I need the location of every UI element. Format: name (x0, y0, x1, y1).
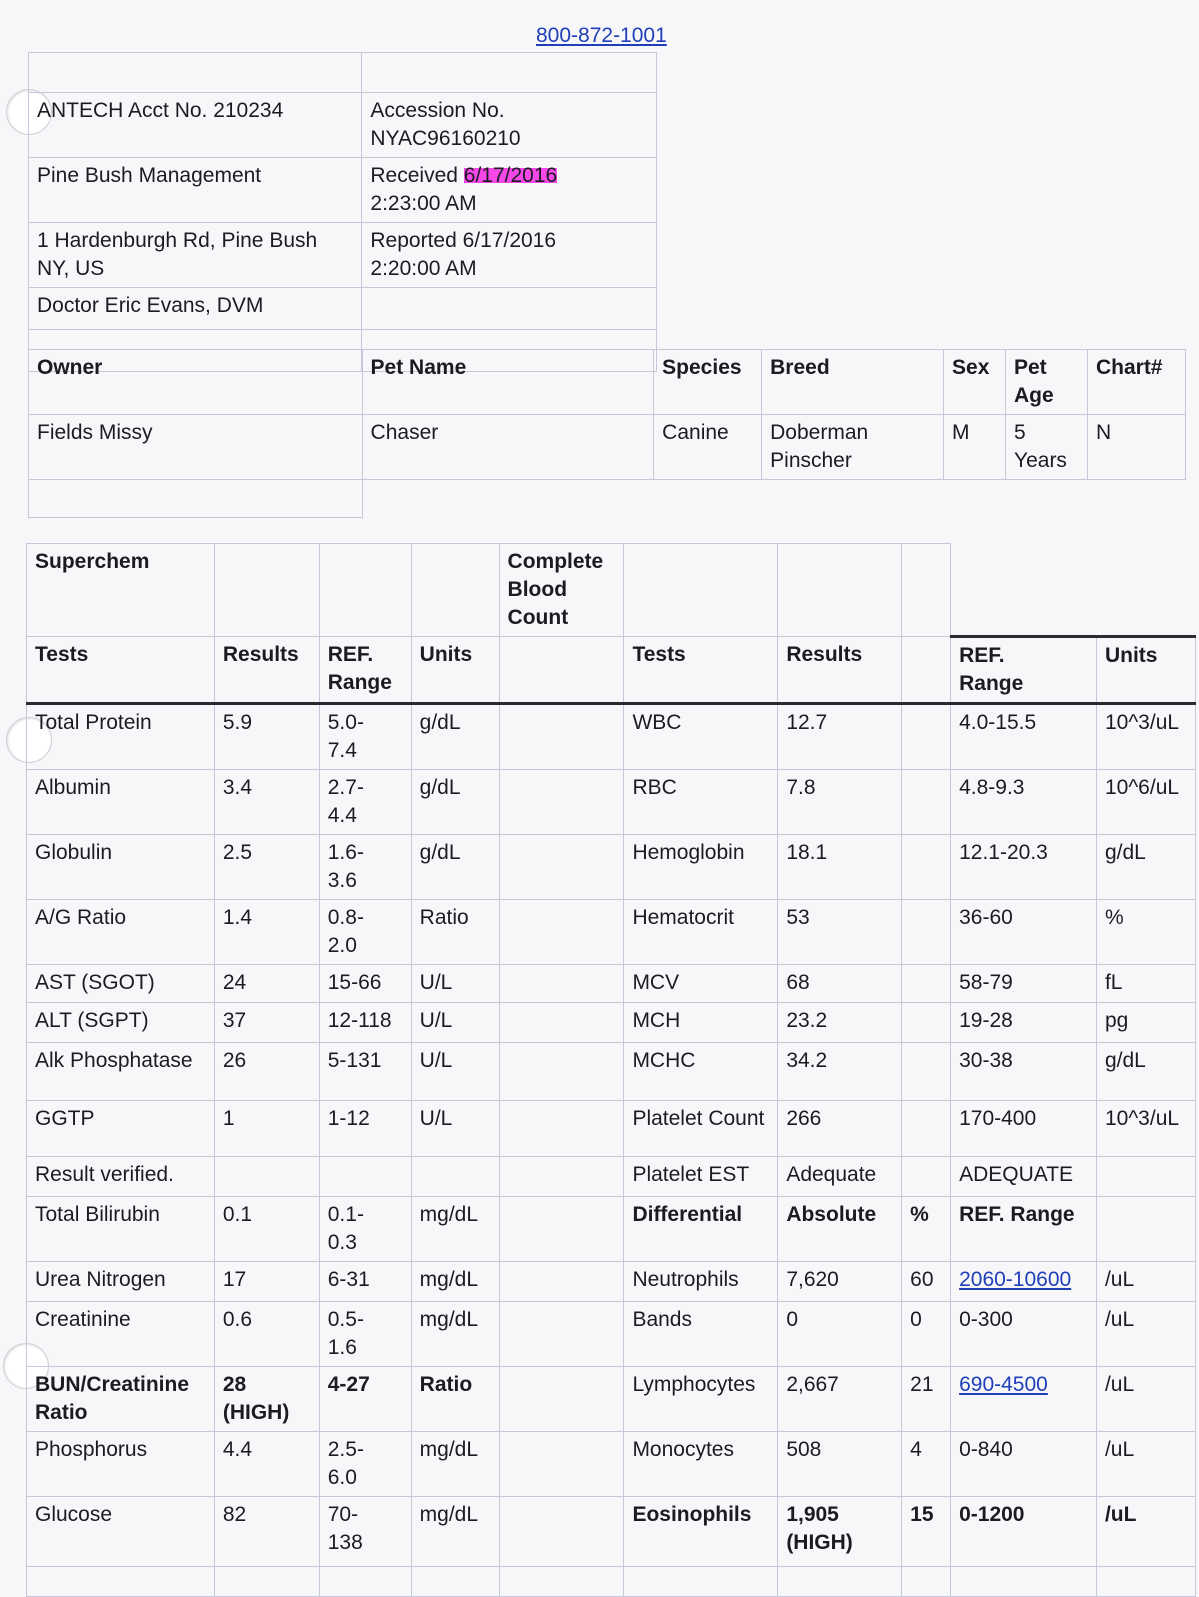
sc-test: GGTP (27, 1101, 215, 1157)
sc-ref (319, 704, 411, 770)
sc-ref-line-1: 70- (327, 1503, 359, 1526)
sc-ref (319, 1043, 411, 1101)
cbc-pct: 0 (902, 1302, 951, 1367)
sc-result: 17 (214, 1262, 319, 1302)
sc-ref-line-1: 12-118 (327, 1009, 392, 1032)
cbc-ref: 12.1-20.3 (951, 835, 1097, 900)
sc-units: mg/dL (411, 1197, 499, 1262)
sc-test: Total Bilirubin (27, 1197, 215, 1262)
sc-test: Urea Nitrogen (27, 1262, 215, 1302)
cbc-result: 508 (778, 1432, 902, 1497)
cbc-pct: 60 (902, 1262, 951, 1302)
cbc-ref[interactable]: 2060-10600 (951, 1262, 1097, 1302)
sc-ref-line-1: 1-12 (327, 1107, 370, 1130)
sc-ref (319, 1262, 411, 1302)
sc-result: 1 (214, 1101, 319, 1157)
sex-header: Sex (944, 350, 1006, 415)
blank-cell (214, 544, 319, 637)
sc-test: Glucose (27, 1497, 215, 1567)
cbc-test: Bands (624, 1302, 778, 1367)
blank-cell (362, 53, 657, 93)
cbc-title: Complete Blood Count (499, 544, 624, 637)
clinic-address (29, 223, 362, 288)
accession-number: NYAC96160210 (370, 127, 521, 150)
blank-cell (319, 544, 411, 637)
cbc-pct (902, 1157, 951, 1197)
sc-units: g/dL (411, 835, 499, 900)
cbc-pct (902, 1101, 951, 1157)
sc-test: A/G Ratio (27, 900, 215, 965)
blank-cell (778, 544, 902, 637)
cbc-units: g/dL (1096, 1043, 1195, 1101)
cbc-test: Eosinophils (624, 1497, 778, 1567)
blank-cell (411, 544, 499, 637)
sc-ref-line-2: 7.4 (327, 739, 357, 762)
cbc-ref: 36-60 (951, 900, 1097, 965)
cbc-pct (902, 1043, 951, 1101)
cbc-pct (902, 704, 951, 770)
sc-ref-line-1: 15-66 (327, 971, 382, 994)
cbc-units (1096, 1197, 1195, 1262)
cbc-pct (902, 965, 951, 1003)
sc-test: Creatinine (27, 1302, 215, 1367)
cbc-units: /uL (1096, 1262, 1195, 1302)
chart-header: Chart# (1087, 350, 1185, 415)
cbc-ref: 170-400 (951, 1101, 1097, 1157)
sc-ref-line-2: 0.3 (327, 1231, 357, 1254)
sc-test: AST (SGOT) (27, 965, 215, 1003)
cbc-result: Absolute (778, 1197, 902, 1262)
sc-result: 37 (214, 1003, 319, 1043)
result-row (27, 1497, 1196, 1567)
sc-ref (319, 1003, 411, 1043)
cbc-units: 10^6/uL (1096, 770, 1195, 835)
cbc-units: /uL (1096, 1432, 1195, 1497)
cbc-result: 7,620 (778, 1262, 902, 1302)
sc-ref (319, 770, 411, 835)
reported-date: Reported 6/17/2016 (370, 229, 557, 252)
sc-units: U/L (411, 1101, 499, 1157)
cbc-pct: 15 (902, 1497, 951, 1567)
cbc-result: 68 (778, 965, 902, 1003)
blank-cell (499, 1302, 624, 1367)
blank-cell (499, 704, 624, 770)
received-time: 2:23:00 AM (370, 192, 477, 215)
sc-ref-line-1: 2.7- (327, 776, 364, 799)
superchem-tests-header: Tests (27, 637, 215, 704)
blank-cell (362, 288, 657, 330)
cbc-pct (902, 1003, 951, 1043)
sc-ref-line-1: 1.6- (327, 841, 364, 864)
cbc-test: Hemoglobin (624, 835, 778, 900)
sc-units: mg/dL (411, 1432, 499, 1497)
cbc-tests-header: Tests (624, 637, 778, 704)
result-row (27, 1302, 1196, 1367)
blank-cell (499, 637, 624, 704)
cbc-result: 1,905 (HIGH) (778, 1497, 902, 1567)
blank-cell (499, 1432, 624, 1497)
sc-test: Result verified. (27, 1157, 215, 1197)
blank-cell (29, 53, 362, 93)
cbc-result: 53 (778, 900, 902, 965)
cbc-pct (902, 900, 951, 965)
blank-cell (499, 1197, 624, 1262)
result-row (27, 704, 1196, 770)
sc-result: 3.4 (214, 770, 319, 835)
cbc-result: 266 (778, 1101, 902, 1157)
species-value: Canine (654, 415, 762, 480)
cbc-test: Monocytes (624, 1432, 778, 1497)
cbc-test: Platelet Count (624, 1101, 778, 1157)
sc-test: Alk Phosphatase (27, 1043, 215, 1101)
blank-cell (499, 1262, 624, 1302)
cbc-result: 34.2 (778, 1043, 902, 1101)
sc-ref (319, 965, 411, 1003)
patient-info-table (28, 349, 1186, 518)
result-row (27, 900, 1196, 965)
doctor-name: Doctor Eric Evans, DVM (29, 288, 362, 330)
result-row (27, 1157, 1196, 1197)
blank-cell (499, 900, 624, 965)
sc-test: ALT (SGPT) (27, 1003, 215, 1043)
cbc-test: Neutrophils (624, 1262, 778, 1302)
result-row (27, 1367, 1196, 1432)
cbc-pct (902, 770, 951, 835)
sc-test: Globulin (27, 835, 215, 900)
blank-cell (499, 1157, 624, 1197)
sc-result: 82 (214, 1497, 319, 1567)
account-info-table (28, 52, 657, 372)
reported-cell (362, 223, 657, 288)
result-row (27, 835, 1196, 900)
sc-ref (319, 1367, 411, 1432)
sc-units: U/L (411, 965, 499, 1003)
sc-test: BUN/Creatinine Ratio (27, 1367, 215, 1432)
sc-units: g/dL (411, 770, 499, 835)
pet-name-header: Pet Name (362, 350, 654, 415)
breed-header: Breed (762, 350, 944, 415)
cbc-ref: ADEQUATE (951, 1157, 1097, 1197)
sc-ref (319, 1302, 411, 1367)
blank-cell (499, 1497, 624, 1567)
reported-time: 2:20:00 AM (370, 257, 477, 280)
chart-value: N (1087, 415, 1185, 480)
address-line-2: NY, US (37, 257, 105, 280)
cbc-ref-header: REF. Range (951, 637, 1097, 704)
blank-cell (902, 637, 951, 704)
cbc-pct: % (902, 1197, 951, 1262)
cbc-test: MCV (624, 965, 778, 1003)
cbc-result: 2,667 (778, 1367, 902, 1432)
cbc-result: Adequate (778, 1157, 902, 1197)
sc-ref (319, 1101, 411, 1157)
sc-ref-line-2: 1.6 (327, 1336, 357, 1359)
sc-result: 4.4 (214, 1432, 319, 1497)
sc-test: Phosphorus (27, 1432, 215, 1497)
blank-cell (29, 480, 363, 518)
result-row (27, 1432, 1196, 1497)
cbc-ref: REF. Range (951, 1197, 1097, 1262)
address-line-1: 1 Hardenburgh Rd, Pine Bush (37, 229, 318, 252)
accession-label: Accession No. (370, 99, 505, 122)
sc-ref (319, 835, 411, 900)
result-row (27, 1101, 1196, 1157)
cbc-units: /uL (1096, 1367, 1195, 1432)
blank-cell (499, 835, 624, 900)
blank-cell (499, 1101, 624, 1157)
sc-result: 26 (214, 1043, 319, 1101)
blank-cell (499, 770, 624, 835)
cbc-units: /uL (1096, 1302, 1195, 1367)
species-header: Species (654, 350, 762, 415)
cbc-units: /uL (1096, 1497, 1195, 1567)
sc-ref-line-2: 6.0 (327, 1466, 357, 1489)
cbc-test: MCH (624, 1003, 778, 1043)
sc-test: Albumin (27, 770, 215, 835)
sc-units: mg/dL (411, 1497, 499, 1567)
sc-result: 28 (HIGH) (214, 1367, 319, 1432)
sc-ref-line-1: 4-27 (327, 1373, 370, 1396)
sc-units: U/L (411, 1043, 499, 1101)
blank-cell (624, 544, 778, 637)
result-row (27, 1197, 1196, 1262)
sc-result: 5.9 (214, 704, 319, 770)
cbc-pct: 21 (902, 1367, 951, 1432)
cbc-test: RBC (624, 770, 778, 835)
cbc-result: 12.7 (778, 704, 902, 770)
cbc-units: g/dL (1096, 835, 1195, 900)
sc-result: 24 (214, 965, 319, 1003)
sc-ref-line-2: 4.4 (327, 804, 357, 827)
sc-result: 0.1 (214, 1197, 319, 1262)
cbc-pct: 4 (902, 1432, 951, 1497)
superchem-results-header: Results (214, 637, 319, 704)
cbc-units: pg (1096, 1003, 1195, 1043)
pet-age-header: Pet Age (1006, 350, 1088, 415)
cbc-ref: 4.0-15.5 (951, 704, 1097, 770)
breed-value: Doberman Pinscher (762, 415, 944, 480)
sc-ref (319, 1432, 411, 1497)
cbc-units-header: Units (1096, 637, 1195, 704)
cbc-test: WBC (624, 704, 778, 770)
superchem-title: Superchem (27, 544, 215, 637)
blank-cell (499, 965, 624, 1003)
sc-units: Ratio (411, 900, 499, 965)
cbc-ref: 0-300 (951, 1302, 1097, 1367)
sc-ref (319, 1497, 411, 1567)
cbc-ref: 0-840 (951, 1432, 1097, 1497)
sc-ref-line-1: 5-131 (327, 1049, 382, 1072)
sc-result: 0.6 (214, 1302, 319, 1367)
owner-header: Owner (29, 350, 363, 415)
cbc-ref: 30-38 (951, 1043, 1097, 1101)
cbc-test: Lymphocytes (624, 1367, 778, 1432)
sc-ref-line-1: 2.5- (327, 1438, 364, 1461)
cbc-test: MCHC (624, 1043, 778, 1101)
sc-ref-line-1: 0.1- (327, 1203, 364, 1226)
sc-units (411, 1157, 499, 1197)
age-value: 5 Years (1006, 415, 1088, 480)
sc-ref-line-1: 6-31 (327, 1268, 370, 1291)
sc-units: U/L (411, 1003, 499, 1043)
received-label: Received (370, 164, 458, 187)
sc-ref-line-1: 0.8- (327, 906, 364, 929)
cbc-ref: 4.8-9.3 (951, 770, 1097, 835)
cbc-result: 0 (778, 1302, 902, 1367)
lab-results-table (26, 543, 1196, 1597)
result-row (27, 1043, 1196, 1101)
blank-cell (499, 1003, 624, 1043)
cbc-ref[interactable]: 690-4500 (951, 1367, 1097, 1432)
cbc-test: Hematocrit (624, 900, 778, 965)
blank-cell (902, 544, 951, 637)
received-cell (362, 158, 657, 223)
sc-ref-line-1: 5.0- (327, 711, 364, 734)
cbc-result: 18.1 (778, 835, 902, 900)
account-number: ANTECH Acct No. 210234 (29, 93, 362, 158)
result-row (27, 965, 1196, 1003)
blank-cell (499, 1043, 624, 1101)
sc-result: 2.5 (214, 835, 319, 900)
lab-phone-link[interactable]: 800-872-1001 (536, 24, 667, 47)
cbc-pct (902, 835, 951, 900)
cbc-result: 23.2 (778, 1003, 902, 1043)
cbc-test: Differential (624, 1197, 778, 1262)
cbc-units: fL (1096, 965, 1195, 1003)
superchem-ref-header: REF. Range (319, 637, 411, 704)
sc-units: Ratio (411, 1367, 499, 1432)
sc-units: mg/dL (411, 1262, 499, 1302)
result-row (27, 1262, 1196, 1302)
cbc-ref: 19-28 (951, 1003, 1097, 1043)
cbc-units: 10^3/uL (1096, 704, 1195, 770)
sc-result: 1.4 (214, 900, 319, 965)
received-date: 6/17/2016 (463, 164, 558, 187)
cbc-result: 7.8 (778, 770, 902, 835)
sc-ref-line-2: 2.0 (327, 934, 357, 957)
sc-ref-line-2: 138 (327, 1531, 363, 1554)
owner-value: Fields Missy (29, 415, 363, 480)
cbc-units (1096, 1157, 1195, 1197)
result-row (27, 1003, 1196, 1043)
sc-test: Total Protein (27, 704, 215, 770)
result-row (27, 770, 1196, 835)
sc-units: mg/dL (411, 1302, 499, 1367)
cbc-ref: 0-1200 (951, 1497, 1097, 1567)
sex-value: M (944, 415, 1006, 480)
accession-cell (362, 93, 657, 158)
cbc-units: 10^3/uL (1096, 1101, 1195, 1157)
sc-ref-line-1: 0.5- (327, 1308, 364, 1331)
pet-name-value: Chaser (362, 415, 654, 480)
sc-ref-line-2: 3.6 (327, 869, 357, 892)
cbc-ref: 58-79 (951, 965, 1097, 1003)
cbc-test: Platelet EST (624, 1157, 778, 1197)
blank-cell (499, 1367, 624, 1432)
superchem-units-header: Units (411, 637, 499, 704)
sc-units: g/dL (411, 704, 499, 770)
cbc-results-header: Results (778, 637, 902, 704)
sc-ref (319, 900, 411, 965)
clinic-name: Pine Bush Management (29, 158, 362, 223)
sc-ref (319, 1157, 411, 1197)
cbc-units: % (1096, 900, 1195, 965)
sc-ref (319, 1197, 411, 1262)
sc-result (214, 1157, 319, 1197)
